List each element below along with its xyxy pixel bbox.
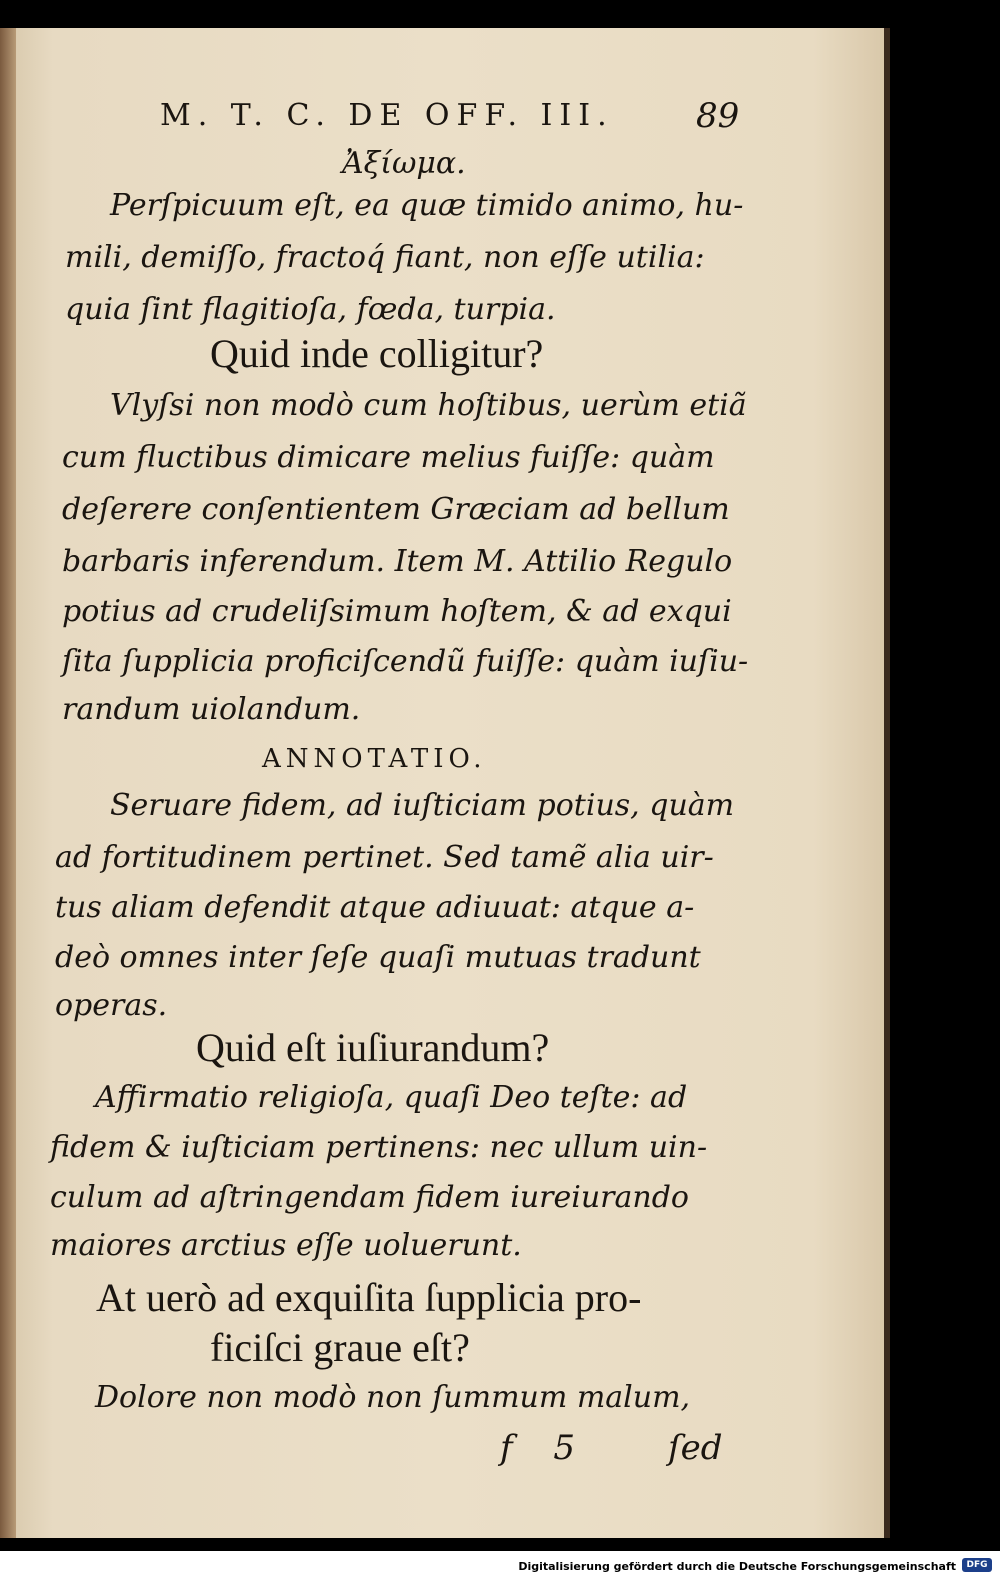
page-number: 89 — [696, 96, 740, 136]
text-line: mili, demiſſo, fractoq́ fiant, non eſſe utilia: — [65, 240, 705, 275]
text-line: maiores arctius eſſe uoluerunt. — [50, 1228, 522, 1263]
text-line: culum ad aſtringendam fidem iureiurando — [50, 1180, 689, 1215]
text-line: cum fluctibus dimicare melius fuiſſe: quàm — [62, 440, 715, 475]
greek-heading: Ἀξίωμα. — [342, 146, 466, 181]
question-heading: Quid inde colligitur? — [210, 331, 544, 376]
question-heading: At uerò ad exquiſita ſupplicia pro- — [96, 1275, 642, 1320]
text-line: tus aliam defendit atque adiuuat: atque a- — [55, 890, 695, 925]
text-line: fidem & iuſticiam pertinens: nec ullum uin- — [50, 1130, 708, 1165]
annotatio-heading: ANNOTATIO. — [262, 744, 487, 774]
question-heading: ficiſci graue eſt? — [210, 1325, 470, 1370]
text-line: Seruare fidem, ad iuſticiam potius, quàm — [110, 788, 735, 823]
text-line: randum uiolandum. — [62, 692, 361, 727]
text-line: deſerere conſentientem Græciam ad bellum — [62, 492, 730, 527]
text-line: Perſpicuum eſt, ea quæ timido animo, hu- — [110, 188, 744, 223]
text-line: quia ſint flagitioſa, fœda, turpia. — [65, 292, 556, 327]
text-line: Affirmatio religioſa, quaſi Deo teſte: ad — [95, 1080, 688, 1115]
question-heading: Quid eſt iuſiurandum? — [196, 1025, 550, 1070]
text-line: ad fortitudinem pertinet. Sed tamẽ alia uir- — [55, 840, 714, 875]
footer-credit: Digitalisierung gefördert durch die Deutsche Forschungsgemeinschaft — [518, 1560, 956, 1573]
text-line: operas. — [55, 988, 168, 1023]
catchword: ſed — [668, 1428, 723, 1468]
text-line: barbaris inferendum. Item M. Attilio Regulo — [62, 544, 733, 579]
signature-mark: f 5 — [500, 1428, 576, 1468]
text-line: ſita ſupplicia proficiſcendũ fuiſſe: quàm iuſiu- — [62, 644, 749, 679]
text-line: potius ad crudeliſsimum hoſtem, & ad exqui — [62, 594, 732, 629]
running-head: M. T. C. DE OFF. III. — [160, 98, 614, 133]
text-line: Dolore non modò non ſummum malum, — [95, 1380, 691, 1415]
text-line: Vlyſsi non modò cum hoſtibus, uerùm etiã — [110, 388, 747, 423]
dfg-logo: DFG — [962, 1558, 992, 1572]
footer-bar — [0, 1551, 1000, 1583]
book-spine — [0, 28, 16, 1538]
text-line: deò omnes inter ſeſe quaſi mutuas tradunt — [55, 940, 701, 975]
book-page — [0, 28, 890, 1538]
